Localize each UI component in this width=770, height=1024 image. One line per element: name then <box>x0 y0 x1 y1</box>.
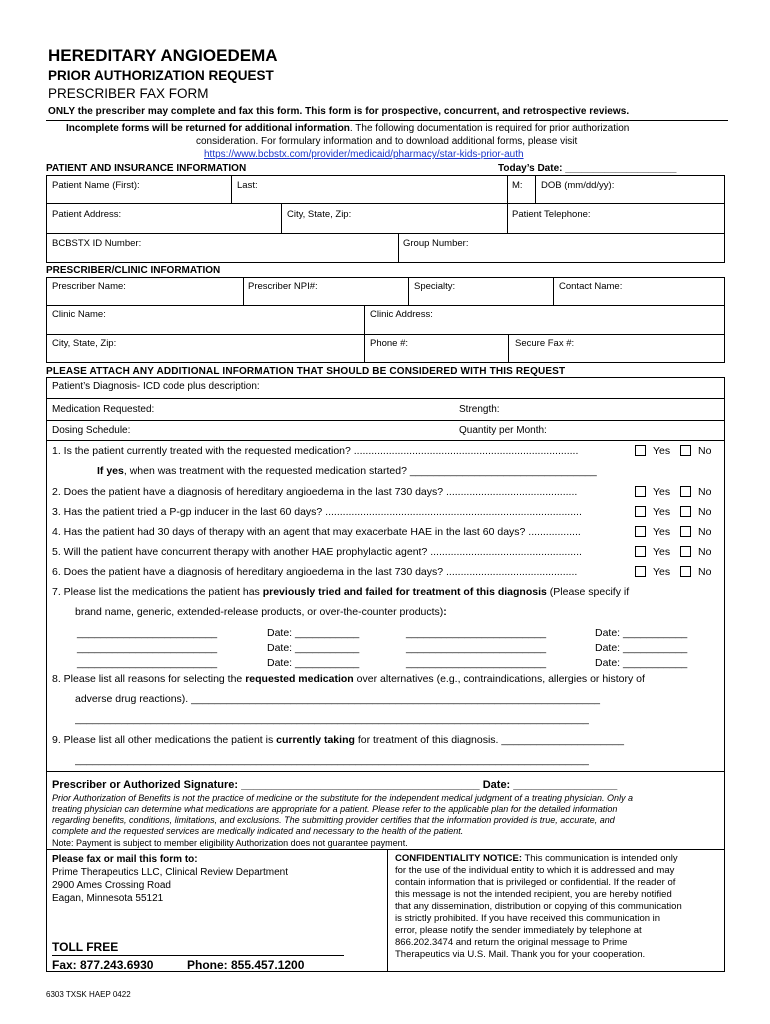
payment-note: Note: Payment is subject to member eligibility Authorization does not guarantee payment. <box>52 838 408 848</box>
incomplete-notice-rest: . The following documentation is required for prior authorization <box>349 123 630 134</box>
patient-group-number-field[interactable]: Group Number: <box>403 238 469 249</box>
tried-med-1-right[interactable]: ________________________ <box>406 627 547 639</box>
disclaimer-line-1: Prior Authorization of Benefits is not the practice of medicine or the substitute for the independent medical judgment of a treating physician. Only a <box>52 793 633 803</box>
q2-yes-label: Yes <box>653 486 671 498</box>
tried-date-3-right[interactable]: Date: ___________ <box>595 657 688 669</box>
clinic-secure-fax-field[interactable]: Secure Fax #: <box>515 338 575 349</box>
dosing-schedule-field[interactable]: Dosing Schedule: <box>52 425 131 436</box>
prescriber-section-title: PRESCRIBER/CLINIC INFORMATION <box>46 265 221 276</box>
q7-line2-colon: : <box>443 606 447 618</box>
quantity-per-month-field[interactable]: Quantity per Month: <box>459 425 547 436</box>
patient-section-title: PATIENT AND INSURANCE INFORMATION <box>46 163 247 174</box>
confidentiality-line-6: is strictly prohibited. If you have received this communication in <box>395 913 661 924</box>
q1-no-checkbox[interactable] <box>680 445 691 456</box>
prescriber-contact-field[interactable]: Contact Name: <box>559 281 623 292</box>
q7-bold: previously tried and failed for treatment of this diagnosis <box>262 586 547 598</box>
q7-line2-text: brand name, generic, extended-release products, or over-the-counter products) <box>75 606 444 618</box>
clinic-phone-field[interactable]: Phone #: <box>370 338 409 349</box>
diagnosis-field[interactable]: Patient’s Diagnosis- ICD code plus description: <box>52 381 260 392</box>
question-1: 1. Is the patient currently treated with the requested medication? ............................................................................. <box>52 445 579 457</box>
patient-first-name-field[interactable]: Patient Name (First): <box>52 180 140 191</box>
patient-dob-field[interactable]: DOB (mm/dd/yy): <box>541 180 615 191</box>
q4-no-checkbox[interactable] <box>680 526 691 537</box>
q6-no-checkbox[interactable] <box>680 566 691 577</box>
tried-date-2-left[interactable]: Date: ___________ <box>267 642 360 654</box>
question-9[interactable] <box>52 734 624 746</box>
q5-yes-checkbox[interactable] <box>635 546 646 557</box>
medication-requested-field[interactable]: Medication Requested: <box>52 404 155 415</box>
patient-mi-field[interactable]: M: <box>512 180 523 191</box>
q9-answer-line[interactable]: ________________________________________________________________________________________ <box>75 754 589 766</box>
patient-info-table <box>46 175 725 263</box>
city-address: Eagan, Minnesota 55121 <box>52 893 164 904</box>
q5-yes-label: Yes <box>653 546 671 558</box>
form-title: HEREDITARY ANGIOEDEMA <box>48 46 278 65</box>
incomplete-notice-bold: Incomplete forms will be returned for additional information <box>66 123 350 134</box>
q2-no-checkbox[interactable] <box>680 486 691 497</box>
q8-answer-line-2[interactable]: ________________________________________________________________________________________ <box>75 713 589 725</box>
fax-mail-label: Please fax or mail this form to: <box>52 854 198 865</box>
patient-id-number-field[interactable]: BCBSTX ID Number: <box>52 238 142 249</box>
q1-yes-checkbox[interactable] <box>635 445 646 456</box>
q8-answer-line-1[interactable]: adverse drug reactions). ______________________________________________________________________ <box>75 693 600 705</box>
confidentiality-line-5: that any dissemination, distribution or copying of this communication <box>395 901 682 912</box>
question-7 <box>52 586 629 598</box>
q1-if-yes-bold: If yes <box>97 465 124 477</box>
q5-no-label: No <box>698 546 712 558</box>
form-type: PRESCRIBER FAX FORM <box>48 86 209 101</box>
q4-no-label: No <box>698 526 712 538</box>
consideration-line: consideration. For formulary information and to download additional forms, please visit <box>196 136 578 147</box>
q9-bold: currently taking <box>276 734 355 746</box>
only-prescriber-notice: ONLY the prescriber may complete and fax this form. This form is for prospective, concurrent, and retrospective reviews. <box>48 106 630 117</box>
confidentiality-line-1 <box>395 853 678 865</box>
q2-yes-checkbox[interactable] <box>635 486 646 497</box>
prescriber-npi-field[interactable]: Prescriber NPI#: <box>248 281 318 292</box>
tried-med-3-left[interactable]: ________________________ <box>77 657 218 669</box>
question-7-line2 <box>75 606 447 618</box>
q9-post: for treatment of this diagnosis. _____________________ <box>354 734 625 746</box>
phone-number: Phone: 855.457.1200 <box>187 958 305 972</box>
q8-bold: requested medication <box>245 673 354 685</box>
question-8 <box>52 673 645 685</box>
tried-date-1-right[interactable]: Date: ___________ <box>595 627 688 639</box>
q7-pre: 7. Please list the medications the patient has <box>52 586 263 598</box>
q1-if-yes-rest: , when was treatment with the requested medication started? ________________________________ <box>123 465 597 477</box>
toll-free-label: TOLL FREE <box>52 940 119 954</box>
q2-no-label: No <box>698 486 712 498</box>
prescriber-specialty-field[interactable]: Specialty: <box>414 281 456 292</box>
signature-field[interactable]: Prescriber or Authorized Signature: _______________________________________ Date: _________________ <box>52 779 618 791</box>
q9-pre: 9. Please list all other medications the patient is <box>52 734 277 746</box>
question-4: 4. Has the patient had 30 days of therapy with an agent that may exacerbate HAE in the last 60 days? .................. <box>52 526 581 538</box>
tried-med-2-left[interactable]: ________________________ <box>77 642 218 654</box>
prescriber-info-table <box>46 277 725 363</box>
confidentiality-line-8: 866.202.3474 and return the original message to Prime <box>395 937 628 948</box>
q1-if-yes-line[interactable] <box>97 465 597 477</box>
formulary-link[interactable]: https://www.bcbstx.com/provider/medicaid/pharmacy/star-kids-prior-auth <box>204 149 524 160</box>
q8-pre: 8. Please list all reasons for selecting the <box>52 673 246 685</box>
q3-yes-checkbox[interactable] <box>635 506 646 517</box>
prescriber-name-field[interactable]: Prescriber Name: <box>52 281 126 292</box>
confidentiality-line-4: this message is not the intended recipient, you are hereby notified <box>395 889 672 900</box>
confidentiality-text-1: This communication is intended only <box>522 853 678 864</box>
q3-no-checkbox[interactable] <box>680 506 691 517</box>
disclaimer-line-2: treating physician can determine what medications are appropriate for a patient. Please refer to the applicable plan for the detailed information <box>52 804 618 814</box>
q7-post: (Please specify if <box>546 586 630 598</box>
confidentiality-line-2: for the use of the individual entity to which it is addressed and may <box>395 865 675 876</box>
attach-info-title: PLEASE ATTACH ANY ADDITIONAL INFORMATION THAT SHOULD BE CONSIDERED WITH THIS REQUEST <box>46 366 566 377</box>
q6-no-label: No <box>698 566 712 578</box>
tried-date-1-left[interactable]: Date: ___________ <box>267 627 360 639</box>
q8-post: over alternatives (e.g., contraindications, allergies or history of <box>353 673 645 685</box>
question-6: 6. Does the patient have a diagnosis of hereditary angioedema in the last 730 days? ............................................. <box>52 566 578 578</box>
incomplete-notice <box>66 123 629 134</box>
disclaimer-line-3: regarding benefits, conditions, limitations, and exclusions. The submitting provider certifies that the information provided is true, accurate, and <box>52 815 615 825</box>
disclaimer-line-4: complete and the requested services are medically indicated and necessary to the health of the patient. <box>52 826 464 836</box>
clinic-address-field[interactable]: Clinic Address: <box>370 309 433 320</box>
confidentiality-line-7: error, please notify the sender immediately by telephone at <box>395 925 642 936</box>
q6-yes-label: Yes <box>653 566 671 578</box>
q4-yes-checkbox[interactable] <box>635 526 646 537</box>
tried-med-2-right[interactable]: ________________________ <box>406 642 547 654</box>
confidentiality-heading: CONFIDENTIALITY NOTICE: <box>395 853 523 864</box>
fax-number: Fax: 877.243.6930 <box>52 958 154 972</box>
confidentiality-line-9: Therapeutics via U.S. Mail. Thank you for your cooperation. <box>395 949 646 960</box>
patient-telephone-field[interactable]: Patient Telephone: <box>512 209 591 220</box>
tried-med-3-right[interactable]: ________________________ <box>406 657 547 669</box>
patient-city-state-zip-field[interactable]: City, State, Zip: <box>287 209 352 220</box>
street-address: 2900 Ames Crossing Road <box>52 880 171 891</box>
patient-last-name-field[interactable]: Last: <box>237 180 258 191</box>
tried-date-2-right[interactable]: Date: ___________ <box>595 642 688 654</box>
q6-yes-checkbox[interactable] <box>635 566 646 577</box>
confidentiality-line-3: contain information that is privileged or confidential. If the reader of <box>395 877 676 888</box>
form-code: 6303 TXSK HAEP 0422 <box>46 990 131 999</box>
patient-address-field[interactable]: Patient Address: <box>52 209 122 220</box>
strength-field[interactable]: Strength: <box>459 404 500 415</box>
q3-yes-label: Yes <box>653 506 671 518</box>
clinic-city-state-zip-field[interactable]: City, State, Zip: <box>52 338 117 349</box>
q4-yes-label: Yes <box>653 526 671 538</box>
q5-no-checkbox[interactable] <box>680 546 691 557</box>
question-2: 2. Does the patient have a diagnosis of hereditary angioedema in the last 730 days? ............................................. <box>52 486 578 498</box>
question-3: 3. Has the patient tried a P-gp inducer in the last 60 days? ........................................................................................ <box>52 506 582 518</box>
question-5: 5. Will the patient have concurrent therapy with another HAE prophylactic agent? .................................................... <box>52 546 582 558</box>
form-subtitle: PRIOR AUTHORIZATION REQUEST <box>48 68 274 83</box>
tried-med-1-left[interactable]: ________________________ <box>77 627 218 639</box>
todays-date-field[interactable]: Today’s Date: ____________________ <box>498 163 677 174</box>
tried-date-3-left[interactable]: Date: ___________ <box>267 657 360 669</box>
q3-no-label: No <box>698 506 712 518</box>
q1-yes-label: Yes <box>653 445 671 457</box>
company-name: Prime Therapeutics LLC, Clinical Review Department <box>52 867 289 878</box>
q1-no-label: No <box>698 445 712 457</box>
clinic-name-field[interactable]: Clinic Name: <box>52 309 106 320</box>
